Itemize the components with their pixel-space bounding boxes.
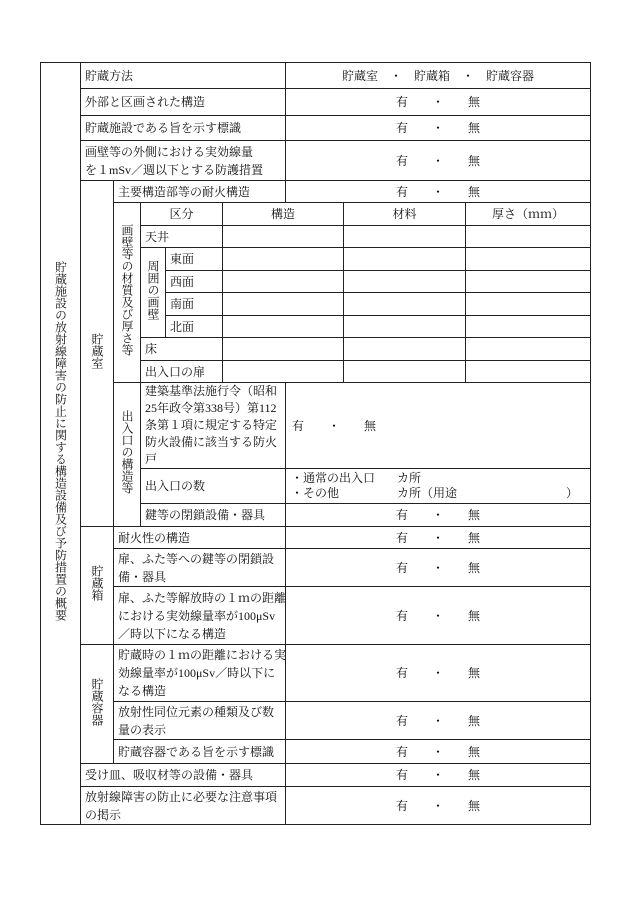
wall-thickness-cell bbox=[466, 293, 591, 316]
storage-box-cell bbox=[81, 527, 114, 645]
section-title: 貯蔵施設の放射線障害の防止に関する構造設備及び予防措置の概要 bbox=[53, 261, 68, 621]
box-lock-label: 扉、ふた等への鍵等の閉鎖設 備・器具 bbox=[114, 549, 286, 587]
external-partition-value: 有 ・ 無 bbox=[286, 89, 591, 116]
facility-sign-label: 貯蔵施設である旨を示す標識 bbox=[81, 116, 286, 141]
walls-header-structure: 構造 bbox=[223, 203, 344, 226]
tray-absorbent-label: 受け皿、吸収材等の設備・器具 bbox=[81, 764, 286, 787]
other-entrance-line bbox=[291, 486, 590, 501]
entrance-count-value bbox=[286, 469, 591, 504]
entrance-count-label: 出入口の数 bbox=[141, 469, 286, 504]
container-sign-label: 貯蔵容器である旨を示す標識 bbox=[114, 740, 286, 764]
wall-ceiling-label: 天井 bbox=[141, 226, 223, 248]
other-entrance-close: ） bbox=[566, 486, 579, 500]
lock-device-label: 鍵等の閉鎖設備・器具 bbox=[141, 504, 286, 527]
container-dose-label: 貯蔵時の１ｍの距離における実 効線量率が100μSv／時以下に なる構造 bbox=[114, 645, 286, 702]
box-open-dose-label: 扉、ふた等解放時の１ｍの距離 における実効線量率が100μSv ／時以下になる構造 bbox=[114, 587, 286, 645]
wall-thickness-cell bbox=[466, 338, 591, 361]
normal-entrance-label: ・通常の出入口 bbox=[291, 471, 376, 485]
wall-structure-cell bbox=[223, 338, 344, 361]
wall-structure-cell bbox=[223, 293, 344, 316]
storage-container-cell bbox=[81, 645, 114, 764]
walls-header-thickness: 厚さ（ｍｍ） bbox=[466, 203, 591, 226]
wall-thickness-cell bbox=[466, 248, 591, 271]
wall-structure-cell bbox=[223, 248, 344, 271]
wall-material-cell bbox=[344, 316, 466, 338]
entrance-cell bbox=[114, 383, 141, 527]
other-entrance-label: ・その他 bbox=[291, 486, 340, 500]
other-entrance-unit: カ所（用途 bbox=[397, 486, 458, 500]
container-isotope-value: 有 ・ 無 bbox=[286, 702, 591, 740]
dose-protection-value: 有 ・ 無 bbox=[286, 141, 591, 181]
wall-structure-cell bbox=[223, 361, 344, 383]
storage-container-heading: 貯蔵容器 bbox=[90, 677, 104, 726]
wall-material-cell bbox=[344, 248, 466, 271]
box-fireproof-value: 有 ・ 無 bbox=[286, 527, 591, 549]
storage-method-label: 貯蔵方法 bbox=[81, 63, 286, 89]
storage-method-options: 貯蔵室 ・ 貯蔵箱 ・ 貯蔵容器 bbox=[286, 63, 591, 89]
normal-entrance-line bbox=[291, 471, 590, 486]
external-partition-label: 外部と区画された構造 bbox=[81, 89, 286, 116]
normal-entrance-unit: カ所 bbox=[397, 471, 422, 485]
wall-material-cell bbox=[344, 226, 466, 248]
wall-material-cell bbox=[344, 293, 466, 316]
box-lock-value: 有 ・ 無 bbox=[286, 549, 591, 587]
fire-door-label: 建築基準法施行令（昭和 25年政令第338号）第112 条第１項に規定する特定 防火設備に該当する防火 戸 bbox=[141, 383, 286, 469]
section-title-cell bbox=[41, 63, 81, 825]
wall-thickness-cell bbox=[466, 226, 591, 248]
wall-east-label: 東面 bbox=[166, 248, 223, 271]
wall-material-cell bbox=[344, 338, 466, 361]
walls-heading: 画壁等の材質及び厚さ等 bbox=[120, 224, 134, 356]
fire-door-value: 有 ・ 無 bbox=[286, 383, 591, 469]
box-fireproof-label: 耐火性の構造 bbox=[114, 527, 286, 549]
facility-sign-value: 有 ・ 無 bbox=[286, 116, 591, 141]
walls-header-material: 材料 bbox=[344, 203, 466, 226]
dose-protection-label: 画壁等の外側における実効線量 を１mSv／週以下とする防護措置 bbox=[81, 141, 286, 181]
tray-absorbent-value: 有 ・ 無 bbox=[286, 764, 591, 787]
wall-thickness-cell bbox=[466, 271, 591, 293]
storage-room-cell bbox=[81, 181, 114, 527]
surrounding-walls-heading: 周囲の画壁 bbox=[146, 260, 160, 320]
wall-north-label: 北面 bbox=[166, 316, 223, 338]
walls-header-category: 区分 bbox=[141, 203, 223, 226]
wall-structure-cell bbox=[223, 226, 344, 248]
wall-structure-cell bbox=[223, 316, 344, 338]
wall-west-label: 西面 bbox=[166, 271, 223, 293]
wall-material-cell bbox=[344, 271, 466, 293]
wall-material-cell bbox=[344, 361, 466, 383]
surrounding-walls-cell bbox=[141, 248, 166, 338]
entrance-heading: 出入口の構造等 bbox=[120, 410, 134, 494]
box-open-dose-value: 有 ・ 無 bbox=[286, 587, 591, 645]
lock-device-value: 有 ・ 無 bbox=[286, 504, 591, 527]
wall-door-label: 出入口の扉 bbox=[141, 361, 223, 383]
container-sign-value: 有 ・ 無 bbox=[286, 740, 591, 764]
wall-floor-label: 床 bbox=[141, 338, 223, 361]
wall-structure-cell bbox=[223, 271, 344, 293]
wall-thickness-cell bbox=[466, 316, 591, 338]
walls-cell bbox=[114, 203, 141, 383]
container-isotope-label: 放射性同位元素の種類及び数 量の表示 bbox=[114, 702, 286, 740]
storage-room-heading: 貯蔵室 bbox=[90, 333, 104, 369]
wall-south-label: 南面 bbox=[166, 293, 223, 316]
room-fireproof-value: 有 ・ 無 bbox=[286, 181, 591, 203]
notice-posting-value: 有 ・ 無 bbox=[286, 787, 591, 825]
storage-facility-overview-table bbox=[40, 62, 591, 825]
storage-box-heading: 貯蔵箱 bbox=[90, 565, 104, 601]
notice-posting-label: 放射線障害の防止に必要な注意事項 の掲示 bbox=[81, 787, 286, 825]
container-dose-value: 有 ・ 無 bbox=[286, 645, 591, 702]
room-fireproof-label: 主要構造部等の耐火構造 bbox=[114, 181, 286, 203]
wall-thickness-cell bbox=[466, 361, 591, 383]
